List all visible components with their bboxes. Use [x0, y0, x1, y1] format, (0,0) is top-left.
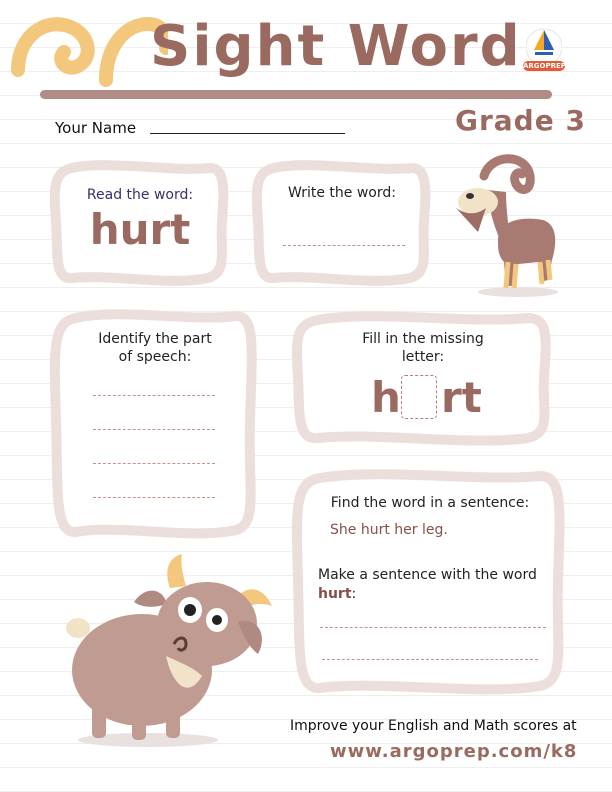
your-name-line[interactable] [150, 133, 345, 134]
grade-label: Grade 3 [455, 104, 586, 137]
part-of-speech-line-2[interactable] [93, 429, 215, 430]
part-of-speech-line-4[interactable] [93, 497, 215, 498]
footer-promo-text: Improve your English and Math scores at [290, 718, 577, 734]
sentence-line-1[interactable] [320, 627, 546, 628]
horn-swirl-decoration [8, 8, 168, 88]
make-sentence-colon: : [351, 586, 357, 602]
sight-word-display: hurt [89, 205, 191, 254]
horned-goat-illustration [448, 150, 566, 300]
write-word-box [252, 162, 432, 284]
fill-word-prefix: h [371, 373, 401, 422]
fill-missing-label-line2: letter: [401, 349, 445, 365]
make-sentence-text: Make a sentence with the word [318, 567, 537, 583]
part-of-speech-line-1[interactable] [93, 395, 215, 396]
part-of-speech-line-3[interactable] [93, 463, 215, 464]
find-sentence-label: Find the word in a sentence: [330, 495, 530, 511]
write-word-label: Write the word: [288, 185, 396, 201]
fill-missing-label-line1: Fill in the missing [362, 331, 484, 347]
title-underline [40, 90, 552, 99]
write-word-line[interactable] [283, 245, 405, 246]
cartoon-goat-illustration [62, 552, 272, 750]
make-sentence-word: hurt [318, 586, 352, 602]
identify-part-label-line1: Identify the part [98, 331, 212, 347]
identify-part-label-line2: of speech: [118, 349, 192, 365]
footer-website-link[interactable]: www.argoprep.com/k8 [330, 741, 578, 762]
argoprep-logo-text: ARGOPREP [523, 62, 566, 70]
read-word-label: Read the word: [86, 187, 194, 203]
example-sentence: She hurt her leg. [330, 522, 448, 538]
sentence-line-2[interactable] [322, 659, 538, 660]
missing-letter-box[interactable] [401, 375, 437, 419]
your-name-label: Your Name [55, 119, 137, 137]
page-title: Sight Word [150, 14, 522, 79]
fill-word-suffix: rt [441, 373, 482, 422]
make-sentence-label [318, 566, 558, 604]
